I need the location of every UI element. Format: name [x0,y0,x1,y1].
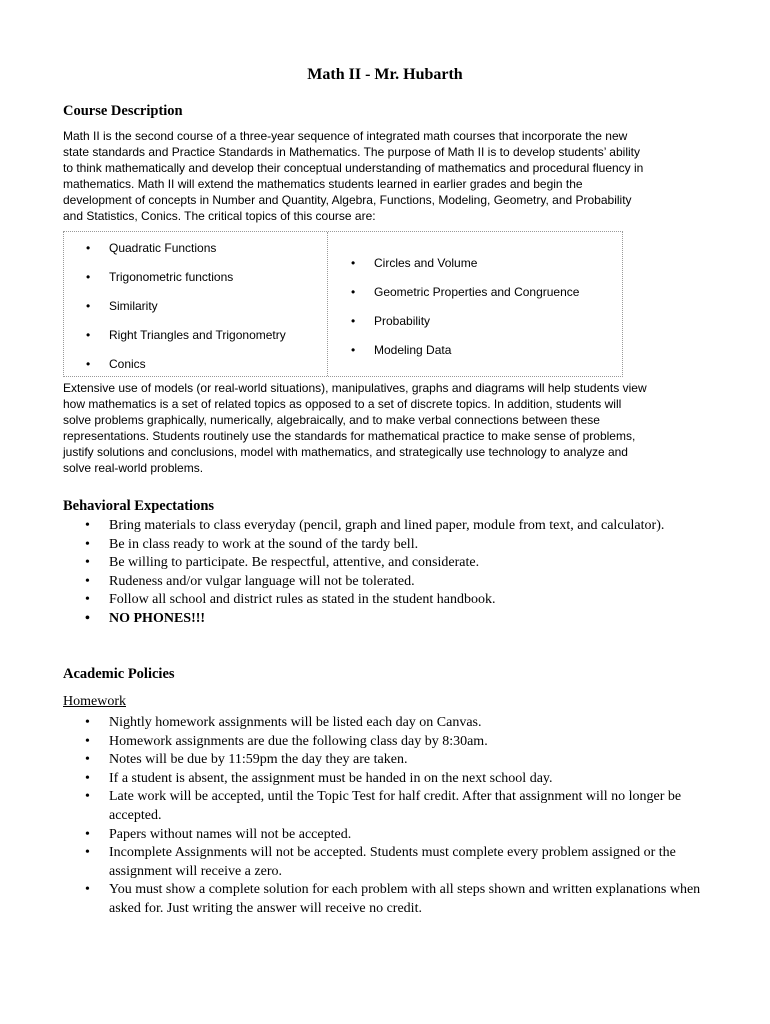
topic-item: • Modeling Data [329,343,621,372]
paragraph-line: solve real-world problems. [63,461,204,475]
topic-item: • Probability [329,314,621,343]
list-item: • You must show a complete solution for each problem with all steps shown and written explanations when asked for. Just writing the answer will receive no credit. [63,881,713,918]
description-line: Math II is the second course of a three-year sequence of integrated math courses that incorporate the new [63,129,628,143]
topics-left-column [64,241,326,386]
topics-column-divider [327,232,328,376]
description-line: and Statistics, Conics. The critical topics of this course are: [63,209,376,223]
extensive-use-paragraph [63,380,713,476]
list-item: • If a student is absent, the assignment must be handed in on the next school day. [63,770,713,789]
topic-item: • Geometric Properties and Congruence [329,285,621,314]
description-line: state standards and Practice Standards in Mathematics. The purpose of Math II is to develop students’ ability [63,145,640,159]
topics-table [63,231,623,377]
list-item: • Papers without names will not be accepted. [63,826,713,845]
paragraph-line: how mathematics is a set of related topics as opposed to a set of discrete topics. In addition, students will [63,397,622,411]
topic-item: • Quadratic Functions [64,241,326,270]
homework-list [63,714,713,919]
paragraph-line: solve problems graphically, numerically, algebraically, and to make verbal connections between these [63,413,600,427]
topic-item: • Conics [64,357,326,386]
list-item: • Be in class ready to work at the sound of the tardy bell. [63,536,713,555]
topic-item: • Circles and Volume [329,256,621,285]
paragraph-line: representations. Students routinely use the standards for mathematical practice to make sense of problems, [63,429,636,443]
paragraph-line: justify solutions and conclusions, model with mathematics, and strategically use technology to analyze and [63,445,628,459]
paragraph-line: Extensive use of models (or real-world situations), manipulatives, graphs and diagrams will help students view [63,381,647,395]
homework-subheading: Homework [63,694,126,709]
course-description-heading: Course Description [63,103,183,119]
topic-item: • Trigonometric functions [64,270,326,299]
list-item: • Be willing to participate. Be respectful, attentive, and considerate. [63,554,713,573]
topic-item: • Right Triangles and Trigonometry [64,328,326,357]
description-line: to think mathematically and develop their conceptual understanding of mathematics and procedural fluency in [63,161,644,175]
topic-item: • Similarity [64,299,326,328]
list-item: • Incomplete Assignments will not be accepted. Students must complete every problem assigned or the assignment will receive a zero. [63,844,713,881]
list-item: • Nightly homework assignments will be listed each day on Canvas. [63,714,713,733]
topics-right-column [329,256,621,372]
list-item: • Late work will be accepted, until the Topic Test for half credit. After that assignment will no longer be accepted. [63,788,713,825]
list-item: • Follow all school and district rules as stated in the student handbook. [63,591,713,610]
list-item: • Rudeness and/or vulgar language will not be tolerated. [63,573,713,592]
list-item: • Bring materials to class everyday (pencil, graph and lined paper, module from text, and calculator). [63,517,713,536]
description-line: development of concepts in Number and Quantity, Algebra, Functions, Modeling, Geometry, and Probability [63,193,632,207]
academic-policies-heading: Academic Policies [63,666,175,682]
description-line: mathematics. Math II will extend the mathematics students learned in earlier grades and begin the [63,177,583,191]
course-description-text [63,128,703,224]
behavioral-expectations-heading: Behavioral Expectations [63,498,215,514]
list-item: • NO PHONES!!! [63,610,713,629]
list-item: • Homework assignments are due the following class day by 8:30am. [63,733,713,752]
page-title: Math II - Mr. Hubarth [307,66,463,83]
list-item: • Notes will be due by 11:59pm the day they are taken. [63,751,713,770]
behavioral-expectations-list [63,517,713,629]
